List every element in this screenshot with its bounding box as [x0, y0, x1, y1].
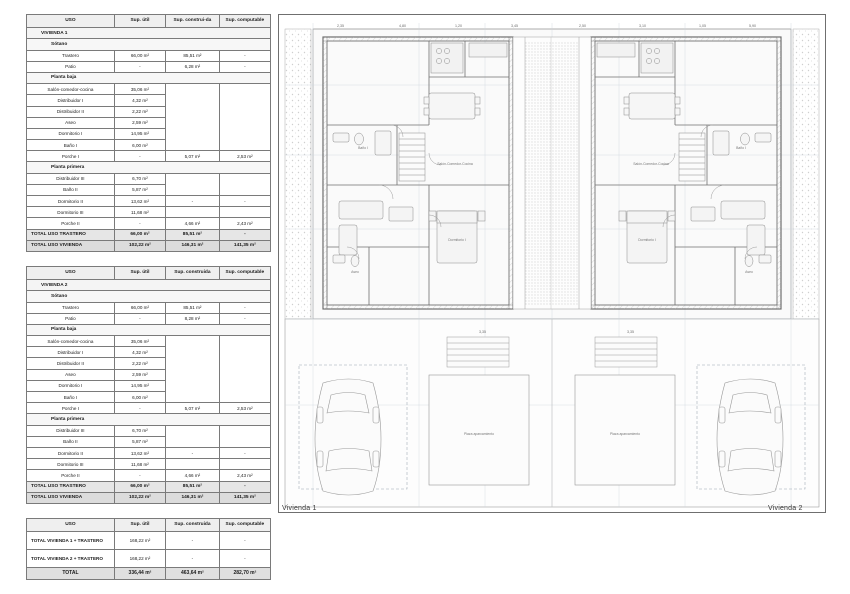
cell-computable: -	[219, 302, 270, 313]
cell-computable-merged	[219, 84, 270, 151]
table-row	[27, 425, 271, 436]
svg-text:2,35: 2,35	[337, 24, 344, 28]
cell-uso: Distribuidor I	[27, 95, 115, 106]
cell-util: 4,32 m²	[114, 347, 165, 358]
total-construida: 463,64 m²	[166, 568, 220, 579]
cell-util: 5,87 m²	[114, 436, 165, 447]
cell-uso: Distribuidor II	[27, 358, 115, 369]
cell-util: 13,62 m²	[114, 447, 165, 458]
group-row	[27, 324, 271, 335]
cell-construida	[166, 207, 220, 218]
total-row-trastero	[27, 481, 271, 492]
cell-construida-merged	[166, 336, 220, 403]
cell-uso: Distribuidor III	[27, 425, 115, 436]
table-row	[27, 336, 271, 347]
total-computable: -	[219, 229, 270, 240]
total-util: 66,00 m²	[114, 481, 165, 492]
cell-computable: -	[219, 50, 270, 61]
total-construida: 85,51 m²	[166, 481, 220, 492]
cell-util: -	[114, 470, 165, 481]
section-row	[27, 280, 271, 291]
svg-text:1,05: 1,05	[699, 24, 706, 28]
cell-uso: Trastero	[27, 50, 115, 61]
cell-uso: Dormitorio III	[27, 207, 115, 218]
table-vivienda-1	[26, 14, 271, 252]
cell-uso: Dormitorio II	[27, 196, 115, 207]
svg-text:Baño I: Baño I	[736, 146, 746, 150]
cell-util: 35,06 m²	[114, 336, 165, 347]
table-row	[27, 550, 271, 568]
cell-computable-merged	[219, 336, 270, 403]
table-row	[27, 403, 271, 414]
col-header-computable: Sup. computable	[219, 266, 270, 279]
cell-construida: -	[166, 196, 220, 207]
col-header-util: Sup. útil	[114, 15, 165, 28]
total-label: TOTAL USO VIVIENDA	[27, 492, 115, 503]
total-util: 102,22 m²	[114, 240, 165, 251]
group-row	[27, 162, 271, 173]
svg-text:Plaza aparcamiento: Plaza aparcamiento	[610, 432, 640, 436]
cell-uso: Porche II	[27, 218, 115, 229]
cell-util: 14,95 m²	[114, 380, 165, 391]
svg-text:3,10: 3,10	[639, 24, 646, 28]
cell-util: 6,70 m²	[114, 173, 165, 184]
cell-util: -	[114, 61, 165, 72]
total-util: 102,22 m²	[114, 492, 165, 503]
cell-construida: -	[166, 447, 220, 458]
svg-text:3,35: 3,35	[479, 330, 486, 334]
cell-util: 168,22 m²	[114, 550, 165, 568]
cell-computable: 2,43 m²	[219, 218, 270, 229]
cell-computable: -	[219, 532, 270, 550]
svg-text:1,20: 1,20	[455, 24, 462, 28]
cell-uso: Dormitorio I	[27, 128, 115, 139]
cell-uso: Patio	[27, 313, 115, 324]
cell-util: 66,00 m²	[114, 302, 165, 313]
total-row-vivienda	[27, 240, 271, 251]
surface-tables-column	[26, 14, 271, 594]
cell-util: -	[114, 403, 165, 414]
col-header-computable: Sup. computable	[219, 15, 270, 28]
svg-text:4,80: 4,80	[399, 24, 406, 28]
cell-uso: Aseo	[27, 369, 115, 380]
cell-construida: -	[166, 550, 220, 568]
cell-util: -	[114, 218, 165, 229]
table-totales	[26, 518, 271, 580]
total-label: TOTAL USO VIVIENDA	[27, 240, 115, 251]
table-row	[27, 151, 271, 162]
cell-construida: 85,51 m²	[166, 50, 220, 61]
svg-text:Dormitorio I: Dormitorio I	[638, 238, 656, 242]
table-header-row	[27, 518, 271, 531]
cell-construida: -	[166, 532, 220, 550]
cell-util: -	[114, 151, 165, 162]
group-label: Planta primera	[27, 414, 271, 425]
col-header-construida: Sup. construida	[166, 518, 220, 531]
cell-computable	[219, 207, 270, 218]
table-row	[27, 207, 271, 218]
group-row	[27, 72, 271, 83]
cell-uso: Salón-comedor-cocina	[27, 84, 115, 95]
group-label: Sótano	[27, 291, 271, 302]
col-header-util: Sup. útil	[114, 518, 165, 531]
plan-label-vivienda-1: Vivienda 1	[282, 505, 317, 512]
cell-uso: Baño II	[27, 184, 115, 195]
group-row	[27, 291, 271, 302]
table-header-row	[27, 15, 271, 28]
cell-util: 4,32 m²	[114, 95, 165, 106]
cell-computable: 2,43 m²	[219, 470, 270, 481]
cell-computable: -	[219, 313, 270, 324]
total-label: TOTAL USO TRASTERO	[27, 229, 115, 240]
cell-uso: Distribuidor II	[27, 106, 115, 117]
cell-uso: Distribuidor I	[27, 347, 115, 358]
col-header-uso: USO	[27, 15, 115, 28]
group-row	[27, 414, 271, 425]
cell-construida: 8,28 m²	[166, 313, 220, 324]
col-header-uso: USO	[27, 266, 115, 279]
cell-construida-merged	[166, 425, 220, 447]
svg-text:Salón-Comedor-Cocina: Salón-Comedor-Cocina	[437, 162, 473, 166]
total-computable: 141,35 m²	[219, 240, 270, 251]
svg-text:Plaza aparcamiento: Plaza aparcamiento	[464, 432, 494, 436]
table-vivienda-2	[26, 266, 271, 504]
cell-construida	[166, 459, 220, 470]
cell-computable: -	[219, 447, 270, 458]
cell-label: TOTAL VIVIENDA 1 + TRASTERO	[27, 532, 115, 550]
cell-util: 2,22 m²	[114, 106, 165, 117]
cell-util: -	[114, 313, 165, 324]
cell-uso: Baño I	[27, 392, 115, 403]
cell-construida-merged	[166, 84, 220, 151]
table-row	[27, 459, 271, 470]
cell-util: 13,62 m²	[114, 196, 165, 207]
cell-computable: -	[219, 550, 270, 568]
section-row	[27, 28, 271, 39]
total-row-trastero	[27, 229, 271, 240]
cell-computable: 2,53 m²	[219, 403, 270, 414]
cell-computable-merged	[219, 173, 270, 195]
cell-construida: 85,51 m²	[166, 302, 220, 313]
svg-text:3,35: 3,35	[627, 330, 634, 334]
section-label: VIVIENDA 2	[27, 280, 271, 291]
cell-util: 66,00 m²	[114, 50, 165, 61]
svg-text:Baño I: Baño I	[358, 146, 368, 150]
table-row	[27, 50, 271, 61]
cell-computable-merged	[219, 425, 270, 447]
total-construida: 146,31 m²	[166, 492, 220, 503]
cell-util: 11,68 m²	[114, 207, 165, 218]
table-row	[27, 173, 271, 184]
group-label: Planta baja	[27, 72, 271, 83]
total-label: TOTAL USO TRASTERO	[27, 481, 115, 492]
cell-util: 2,59 m²	[114, 369, 165, 380]
table-row	[27, 196, 271, 207]
group-label: Planta primera	[27, 162, 271, 173]
svg-text:Aseo: Aseo	[351, 270, 359, 274]
cell-util: 6,00 m²	[114, 140, 165, 151]
cell-uso: Aseo	[27, 117, 115, 128]
group-row	[27, 39, 271, 50]
cell-uso: Porche I	[27, 151, 115, 162]
cell-construida-merged	[166, 173, 220, 195]
col-header-util: Sup. útil	[114, 266, 165, 279]
cell-util: 11,68 m²	[114, 459, 165, 470]
cell-util: 5,87 m²	[114, 184, 165, 195]
cell-computable: -	[219, 196, 270, 207]
cell-uso: Trastero	[27, 302, 115, 313]
svg-text:5,90: 5,90	[749, 24, 756, 28]
total-computable: 141,35 m²	[219, 492, 270, 503]
total-util: 66,00 m²	[114, 229, 165, 240]
cell-uso: Salón-comedor-cocina	[27, 336, 115, 347]
table-row	[27, 313, 271, 324]
table-row	[27, 61, 271, 72]
cell-util: 2,59 m²	[114, 117, 165, 128]
cell-util: 6,00 m²	[114, 392, 165, 403]
cell-uso: Patio	[27, 61, 115, 72]
cell-computable	[219, 459, 270, 470]
total-computable: -	[219, 481, 270, 492]
svg-text:3,45: 3,45	[511, 24, 518, 28]
table-row	[27, 470, 271, 481]
total-util: 336,44 m²	[114, 568, 165, 579]
col-header-uso: USO	[27, 518, 115, 531]
table-row	[27, 302, 271, 313]
cell-uso: Porche I	[27, 403, 115, 414]
table-row	[27, 218, 271, 229]
total-construida: 85,51 m²	[166, 229, 220, 240]
total-row-vivienda	[27, 492, 271, 503]
section-label: VIVIENDA 1	[27, 28, 271, 39]
cell-util: 14,95 m²	[114, 128, 165, 139]
col-header-computable: Sup. computable	[219, 518, 270, 531]
cell-util: 2,22 m²	[114, 358, 165, 369]
cell-construida: 4,66 m²	[166, 470, 220, 481]
svg-text:Aseo: Aseo	[745, 270, 753, 274]
svg-text:Dormitorio I: Dormitorio I	[448, 238, 466, 242]
svg-text:Salón-Comedor-Cocina: Salón-Comedor-Cocina	[633, 162, 669, 166]
total-label: TOTAL	[27, 568, 115, 579]
cell-uso: Porche II	[27, 470, 115, 481]
total-computable: 282,70 m²	[219, 568, 270, 579]
col-header-construida: Sup. construi-da	[166, 15, 220, 28]
group-label: Planta baja	[27, 324, 271, 335]
floor-plan-drawing	[278, 14, 826, 513]
svg-text:2,50: 2,50	[579, 24, 586, 28]
cell-construida: 5,07 m²	[166, 403, 220, 414]
cell-uso: Dormitorio II	[27, 447, 115, 458]
cell-util: 6,70 m²	[114, 425, 165, 436]
cell-label: TOTAL VIVIENDA 2 + TRASTERO	[27, 550, 115, 568]
cell-computable: -	[219, 61, 270, 72]
cell-util: 168,22 m²	[114, 532, 165, 550]
cell-util: 35,06 m²	[114, 84, 165, 95]
cell-uso: Distribuidor III	[27, 173, 115, 184]
table-row	[27, 84, 271, 95]
table-row	[27, 447, 271, 458]
cell-construida: 5,07 m²	[166, 151, 220, 162]
cell-uso: Baño II	[27, 436, 115, 447]
group-label: Sótano	[27, 39, 271, 50]
cell-uso: Baño I	[27, 140, 115, 151]
table-row	[27, 532, 271, 550]
total-construida: 146,31 m²	[166, 240, 220, 251]
cell-computable: 2,53 m²	[219, 151, 270, 162]
table-header-row	[27, 266, 271, 279]
cell-uso: Dormitorio III	[27, 459, 115, 470]
cell-uso: Dormitorio I	[27, 380, 115, 391]
grand-total-row	[27, 568, 271, 579]
col-header-construida: Sup. construida	[166, 266, 220, 279]
cell-construida: 6,28 m²	[166, 61, 220, 72]
plan-label-vivienda-2: Vivienda 2	[768, 505, 803, 512]
cell-construida: 4,66 m²	[166, 218, 220, 229]
